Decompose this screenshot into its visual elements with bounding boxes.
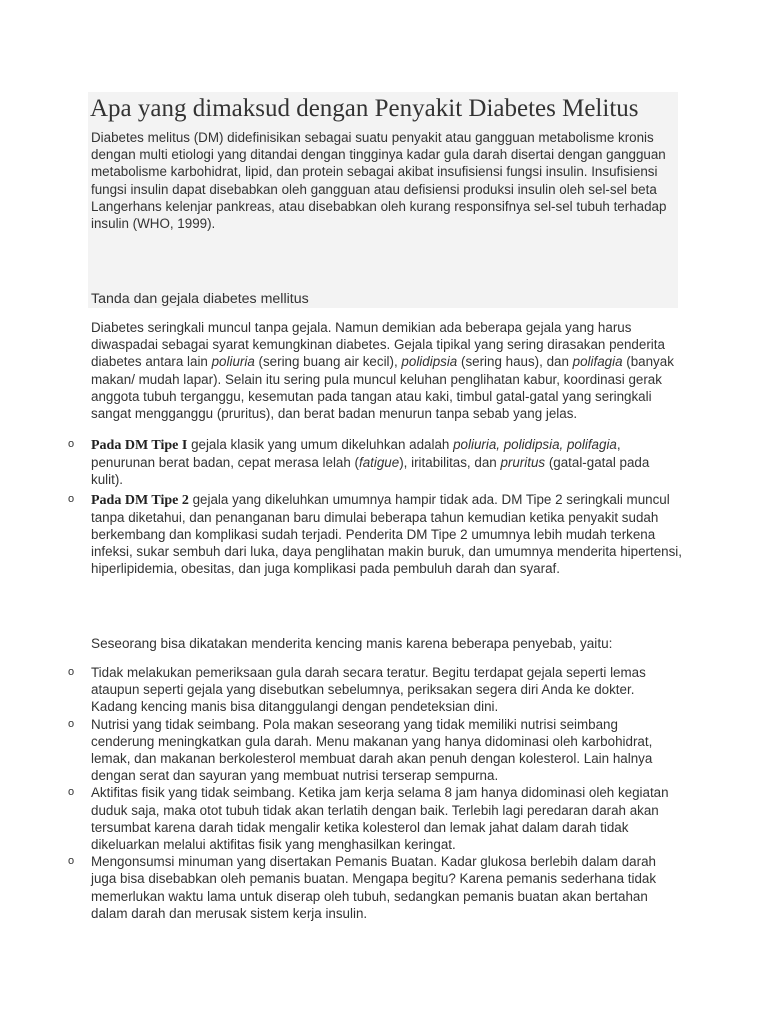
bullet-icon: o bbox=[68, 666, 75, 678]
fatigue-term: fatigue bbox=[359, 455, 400, 471]
cause-text: Aktifitas fisik yang tidak seimbang. Ketika jam kerja selama 8 jam hanya didominasi oleh kegiatan duduk saja, maka otot tubuh tidak akan terlatih dengan baik. Terlebih lagi peredaran darah akan tersumbat karena darah tidak mengalir ketika kolesterol dan lemak jahat dalam darah tidak dikeluarkan melalui aktifitas fisik yang menghasilkan keringat. bbox=[91, 785, 669, 853]
cause-text: Tidak melakukan pemeriksaan gula darah secara teratur. Begitu terdapat gejala seperti lemas ataupun seperti gejala yang disebutkan sebelumnya, periksakan segera diri Anda ke dokter. Kadang kencing manis bisa ditanggulangi dengan pendeteksian dini. bbox=[91, 665, 646, 715]
pruritus-term: pruritus bbox=[500, 455, 546, 471]
dm-tipe-1-text-3: ), iritabilitas, dan bbox=[399, 455, 501, 471]
polidipsia-term: polidipsia bbox=[401, 354, 458, 370]
signs-paragraph bbox=[91, 319, 683, 422]
dm-types-list bbox=[0, 436, 768, 578]
bullet-icon: o bbox=[68, 492, 75, 505]
cause-text: Nutrisi yang tidak seimbang. Pola makan seseorang yang tidak memiliki nutrisi seimbang cenderung meningkatkan gula darah. Menu makanan yang hanya didominasi oleh karbohidrat, lemak, dan makanan berkolesterol membuat darah akan penuh dengan kolesterol. Lain halnya dengan serat dan sayuran yang membuat nutrisi terserap sempurna. bbox=[91, 716, 653, 784]
bullet-icon: o bbox=[68, 717, 75, 730]
bullet-icon: o bbox=[68, 786, 75, 799]
page-title: Apa yang dimaksud dengan Penyakit Diabetes Melitus bbox=[90, 95, 639, 122]
bullet-icon: o bbox=[68, 438, 75, 450]
list-item-cause bbox=[0, 664, 683, 716]
signs-text-2: (sering buang air kecil), bbox=[254, 354, 402, 370]
cause-text: Mengonsumsi minuman yang disertakan Pemanis Buatan. Kadar glukosa berlebih dalam darah juga bisa disebabkan oleh pemanis buatan. Mengapa begitu? Karena pemanis sederhana tidak memerlukan waktu lama untuk diserap oleh tubuh, sedangkan pemanis buatan akan bertahan dalam darah dan merusak sistem kerja insulin. bbox=[91, 854, 657, 921]
dm-tipe-2-text: gejala yang dikeluhkan umumnya hampir tidak ada. DM Tipe 2 seringkali muncul tanpa diketahui, dan penanganan baru dimulai beberapa tahun kemudian ketika penyakit sudah berkembang dan komplikasi sudah terjadi. Penderita DM Tipe 2 umumnya lebih mudah terkena infeksi, sukar sembuh dari luka, daya penglihatan makin buruk, dan umumnya menderita hipertensi, hiperlipidemia, obesitas, dan juga komplikasi pada pembuluh darah dan syaraf. bbox=[91, 491, 682, 577]
list-item-dm-tipe-2 bbox=[0, 491, 683, 578]
dm-tipe-1-text-2: , penurunan berat badan, cepat merasa lelah ( bbox=[91, 437, 621, 471]
list-item-cause bbox=[0, 716, 683, 785]
signs-text-4: (banyak makan/ mudah lapar). Selain itu sering pula muncul keluhan penglihatan kabur, koordinasi gerak anggota tubuh terganggu, kesemutan pada tangan atau kaki, timbul gatal-gatal yang seringkali sangat mengganggu (pruritus), dan berat badan menurun tanpa sebab yang jelas. bbox=[91, 354, 674, 422]
dm-tipe-1-text-1: gejala klasik yang umum dikeluhkan adalah bbox=[187, 437, 454, 452]
list-item-cause bbox=[0, 853, 683, 922]
causes-list bbox=[0, 664, 768, 922]
bullet-icon: o bbox=[68, 855, 75, 868]
dm-tipe-1-label: Pada DM Tipe I bbox=[91, 438, 188, 453]
signs-text-1: Diabetes seringkali muncul tanpa gejala. Namun demikian ada beberapa gejala yang harus diwaspadai sebagai syarat kemungkinan diabetes. Gejala tipikal yang sering dirasakan penderita diabetes antara lain bbox=[91, 320, 665, 370]
dm-tipe-1-text-4: (gatal-gatal pada kulit). bbox=[91, 455, 650, 488]
intro-paragraph: Diabetes melitus (DM) didefinisikan sebagai suatu penyakit atau gangguan metabolisme kronis dengan multi etiologi yang ditandai dengan tingginya kadar gula darah disertai dengan gangguan metabolisme karbohidrat, lipid, dan protein sebagai akibat insufisiensi fungsi insulin. Insufisiensi fungsi insulin dapat disebabkan oleh gangguan atau defisiensi produksi insulin oleh sel-sel beta Langerhans kelenjar pankreas, atau disebabkan oleh kurang responsifnya sel-sel tubuh terhadap insulin (WHO, 1999). bbox=[91, 130, 667, 232]
polifagia-term: polifagia bbox=[572, 354, 623, 370]
causes-heading: Seseorang bisa dikatakan menderita kencing manis karena beberapa penyebab, yaitu: bbox=[91, 636, 613, 651]
list-item-dm-tipe-1 bbox=[0, 436, 683, 489]
signs-text-3: (sering haus), dan bbox=[457, 354, 573, 370]
poliuria-term: poliuria bbox=[211, 354, 255, 370]
signs-heading: Tanda dan gejala diabetes mellitus bbox=[91, 291, 309, 307]
dm-tipe-2-label: Pada DM Tipe 2 bbox=[91, 492, 189, 508]
list-item-cause bbox=[0, 784, 683, 853]
dm-tipe-1-symptoms: poliuria, polidipsia, polifagia bbox=[453, 437, 617, 452]
